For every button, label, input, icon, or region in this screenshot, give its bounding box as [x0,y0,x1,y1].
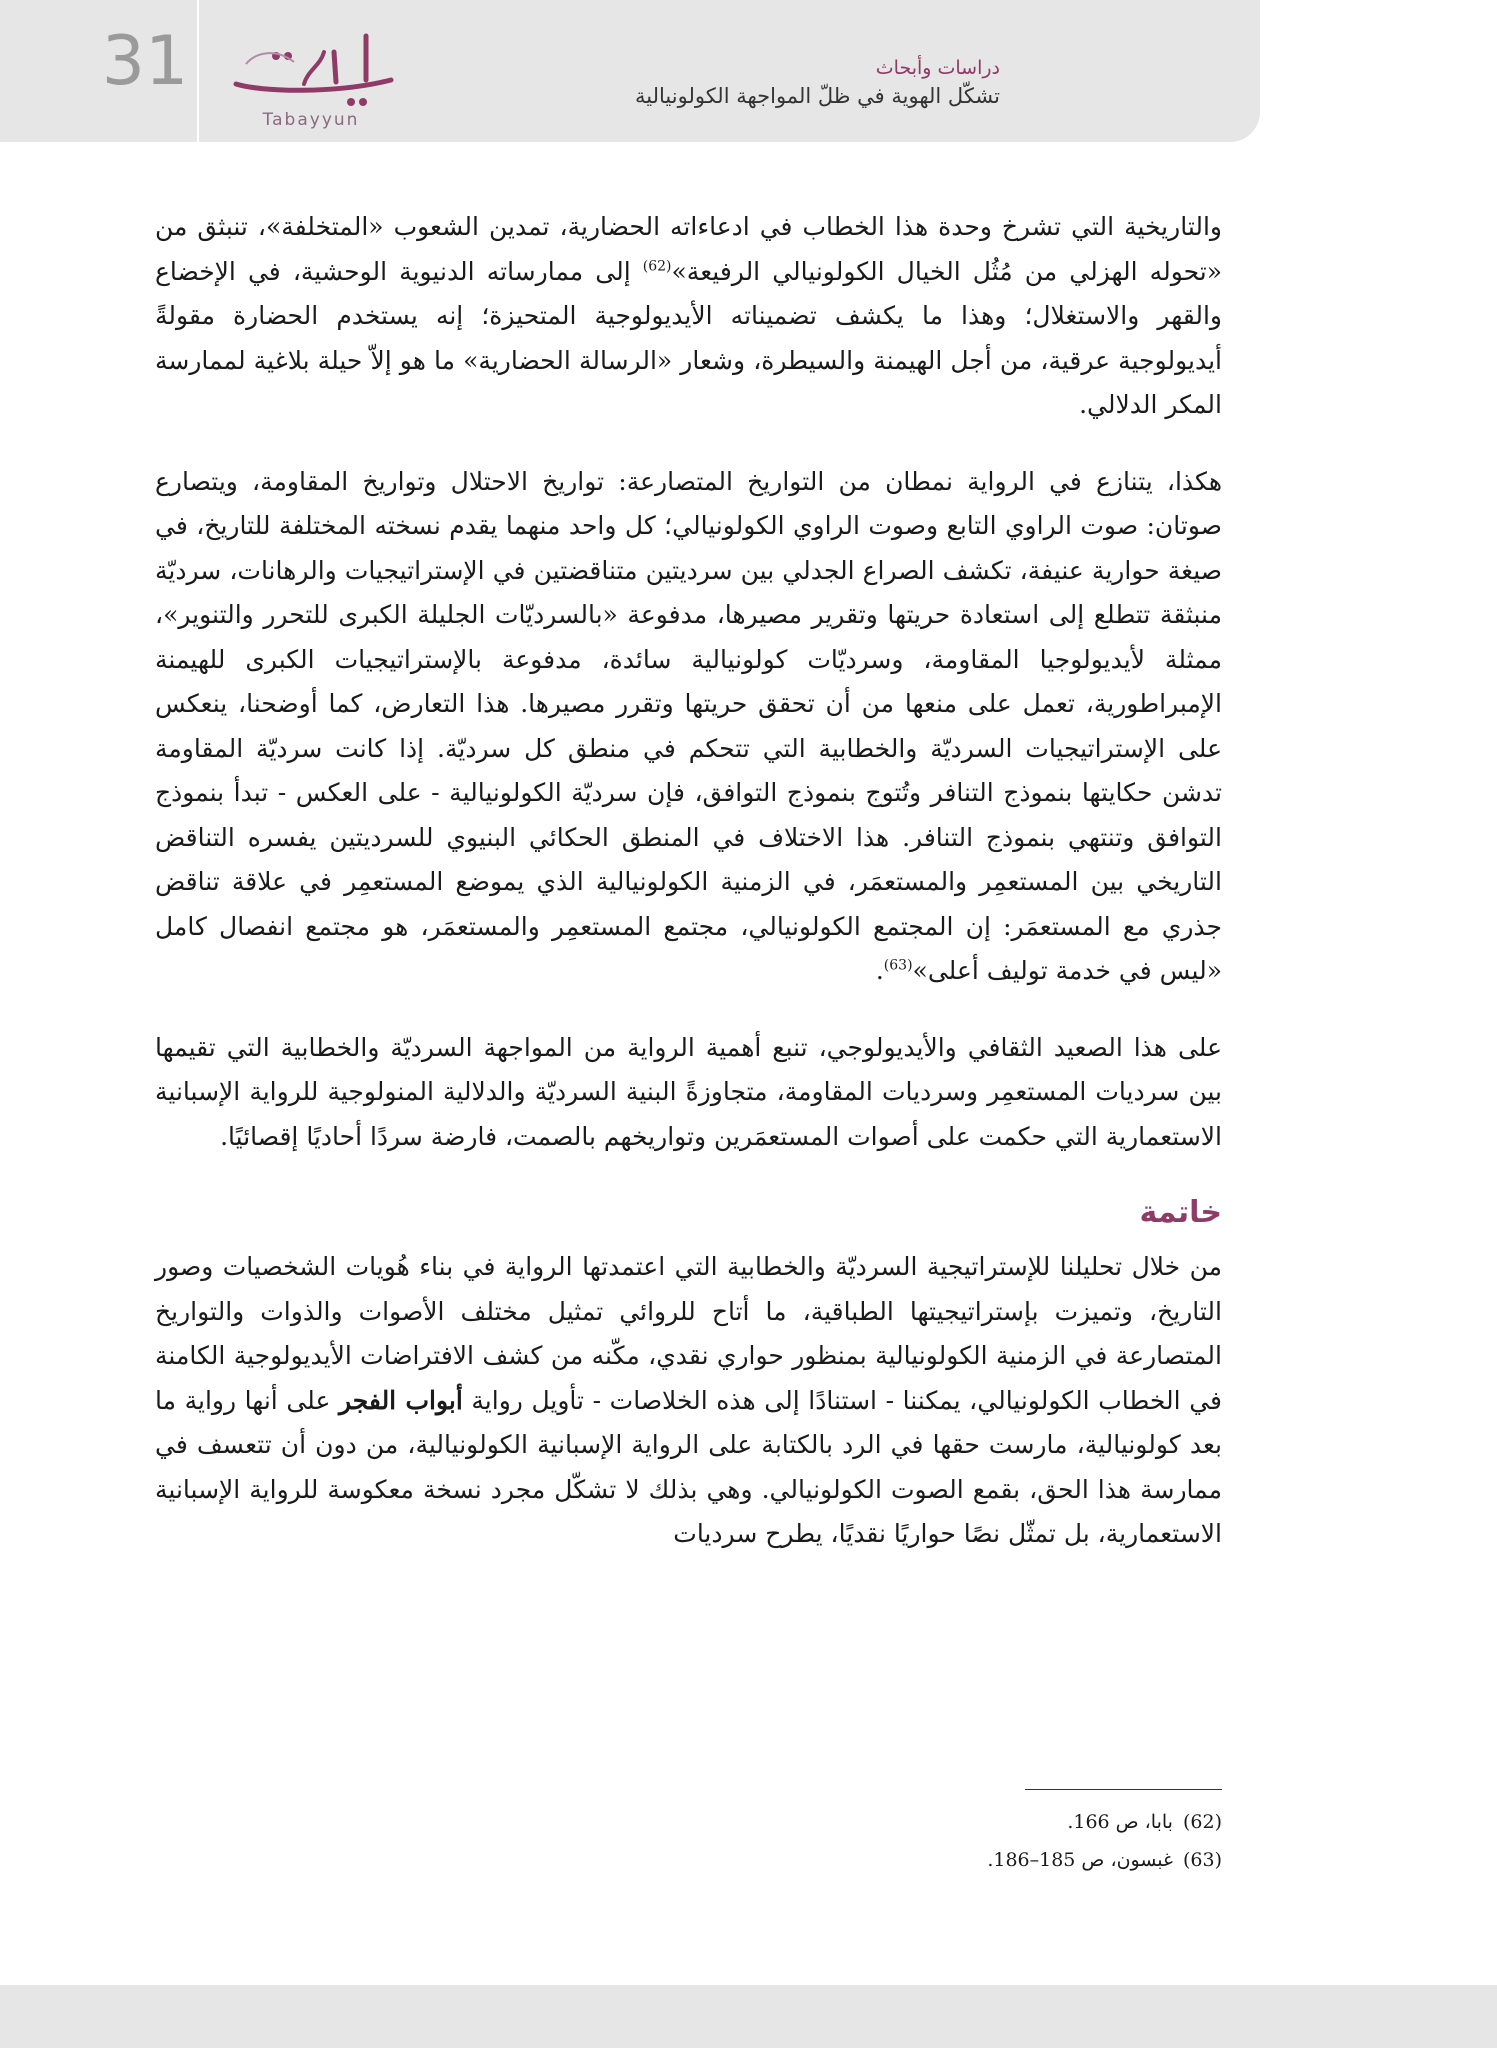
footnote-ref-63[interactable]: (63) [883,957,913,974]
conclusion-text-cont: على أنها رواية ما بعد كولونيالية، مارست حقها في الرد بالكتابة على الرواية الإسبانية الكولونيالية، من دون أن تتعسف في ممارسة هذا الحق، بقمع الصوت الكولونيالي. وهي بذلك لا تشكّل مجرد نسخة معكوسة للرواية الإسبانية الاستعمارية، بل تمثّل نصًا حواريًا نقديًا، يطرح سرديات [155,1385,1222,1548]
journal-logo [216,22,406,134]
footnote-number: (62) [1182,1811,1222,1833]
section-label: دراسات وأبحاث [875,57,1000,79]
section-heading: خاتمة [1139,1195,1222,1230]
article-body [155,205,1222,1557]
page-number: 31 [101,22,189,101]
conclusion-text: من خلال تحليلنا للإستراتيجية السرديّة والخطابية التي اعتمدتها الرواية في بناء هُويات الشخصيات وصور التاريخ، وتميزت بإستراتيجيتها الطباقية، ما أتاح للروائي تمثيل مختلف الأصوات والذوات والتواريخ المتصارعة في الزمنية الكولونيالية بمنظور حواري نقدي، مكّنه من كشف الافتراضات الأيديولوجية الكامنة في الخطاب الكولونيالي، يمكننا - استنادًا إلى هذه الخلاصات - تأويل رواية [155,1252,1222,1415]
paragraph-2-end: . [875,956,884,985]
running-head [635,56,1000,110]
page-header [0,0,1260,142]
page-footer-band [0,1985,1497,2048]
paragraph-2-text: هكذا، يتنازع في الرواية نمطان من التواريخ المتصارعة: تواريخ الاحتلال وتواريخ المقاومة، ويتصارع صوتان: صوت الراوي التابع وصوت الراوي الكولونيالي؛ كل واحد منهما يقدم نسخته المختلفة للتاريخ، في صيغة حوارية عنيفة، تكشف الصراع الجدلي بين سرديتين متناقضتين في الإستراتيجيات والرهانات، سرديّة منبثقة تتطلع إلى استعادة حريتها وتقرير مصيرها، مدفوعة «بالسرديّات الجليلة الكبرى للتحرر والتنوير»، ممثلة لأيديولوجيا المقاومة، وسرديّات كولونيالية سائدة، مدفوعة بالإستراتيجيات الكبرى للهيمنة الإمبراطورية، تعمل على منعها من أن تحقق حريتها وتقرر مصيرها. هذا التعارض، كما أوضحنا، ينعكس على الإستراتيجيات السرديّة والخطابية التي تتحكم في منطق كل سرديّة. إذا كانت سرديّة المقاومة تدشن حكايتها بنموذج التنافر وتُتوج بنموذج التوافق، فإن سرديّة الكولونيالية - على العكس - تبدأ بنموذج التوافق وتنتهي بنموذج التنافر. هذا الاختلاف في المنطق الحكائي البنيوي للسرديتين يفسره التناقض التاريخي بين المستعمِر والمستعمَر، في الزمنية الكولونيالية الذي يموضع المستعمِر في علاقة تناقض جذري مع المستعمَر: إن المجتمع الكولونيالي، مجتمع المستعمِر والمستعمَر، هو مجتمع انفصال كامل «ليس في خدمة توليف أعلى» [155,466,1222,985]
logo-latin-text: Tabayyun [262,110,360,130]
paragraph-1-text-cont: إلى ممارساته الدنيوية الوحشية، في الإخضاع والقهر والاستغلال؛ وهذا ما يكشف تضميناته الأيديولوجية المتحيزة؛ إنه يستخدم الحضارة مقولةً أيديولوجية عرقية، من أجل الهيمنة والسيطرة، وشعار «الرسالة الحضارية» ما هو إلاّ حيلة بلاغية لممارسة المكر الدلالي. [155,256,1222,419]
paragraph-1-text: والتاريخية التي تشرخ وحدة هذا الخطاب في ادعاءاته الحضارية، تمدين الشعوب «المتخلفة»، تنبثق من «تحوله الهزلي من مُثُل الخيال الكولونيالي الرفيعة» [155,212,1222,286]
novel-title: أبواب الفجر [338,1385,463,1415]
footnotes [700,1803,1222,1879]
footnote-text: غبسون، ص 185–186. [987,1849,1173,1871]
logo-calligraphy-icon [216,22,406,112]
footnote-text: بابا، ص 166. [1067,1811,1173,1833]
article-title: تشكّل الهوية في ظلّ المواجهة الكولونيالية [635,83,1000,108]
footnote-ref-62[interactable]: (62) [642,258,672,275]
header-divider [197,0,199,142]
paragraph-1 [155,205,1222,428]
conclusion-paragraph [155,1245,1222,1557]
paragraph-2 [155,460,1222,994]
footnote-63 [700,1841,1222,1879]
footnote-number: (63) [1182,1849,1222,1871]
footnote-62 [700,1803,1222,1841]
paragraph-3: على هذا الصعيد الثقافي والأيديولوجي، تنبع أهمية الرواية من المواجهة السرديّة والخطابية التي تقيمها بين سرديات المستعمِر وسرديات المقاومة، متجاوزةً البنية السرديّة والدلالية المنولوجية للرواية الإسبانية الاستعمارية التي حكمت على أصوات المستعمَرين وتواريخهم بالصمت، فارضة سردًا أحاديًا إقصائيًا. [155,1032,1222,1151]
footnote-rule [1025,1789,1222,1790]
